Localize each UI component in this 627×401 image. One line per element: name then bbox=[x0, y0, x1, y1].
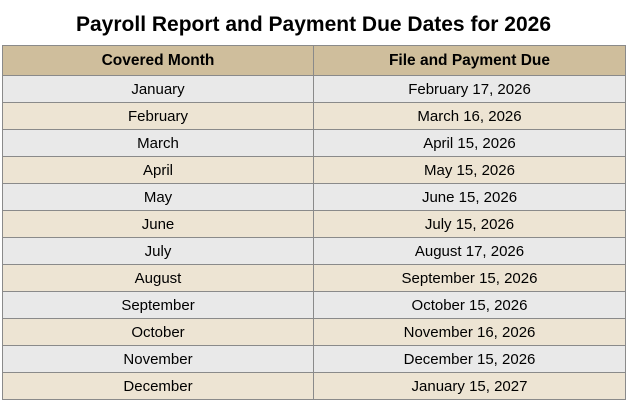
table-body bbox=[3, 76, 626, 400]
covered-month-cell: June bbox=[3, 211, 314, 238]
table-row bbox=[3, 238, 626, 265]
covered-month-cell: October bbox=[3, 319, 314, 346]
table-row bbox=[3, 292, 626, 319]
table-row bbox=[3, 373, 626, 400]
table-row bbox=[3, 76, 626, 103]
payment-due-cell: April 15, 2026 bbox=[314, 130, 626, 157]
table-row bbox=[3, 184, 626, 211]
page-title: Payroll Report and Payment Due Dates for 2026 bbox=[76, 13, 551, 36]
covered-month-cell: September bbox=[3, 292, 314, 319]
payment-due-cell: March 16, 2026 bbox=[314, 103, 626, 130]
payment-due-cell: May 15, 2026 bbox=[314, 157, 626, 184]
covered-month-cell: May bbox=[3, 184, 314, 211]
table-row bbox=[3, 130, 626, 157]
header-file-payment-due: File and Payment Due bbox=[314, 46, 626, 76]
payment-due-cell: November 16, 2026 bbox=[314, 319, 626, 346]
covered-month-cell: December bbox=[3, 373, 314, 400]
covered-month-cell: February bbox=[3, 103, 314, 130]
header-covered-month: Covered Month bbox=[3, 46, 314, 76]
table-row bbox=[3, 319, 626, 346]
payment-due-cell: October 15, 2026 bbox=[314, 292, 626, 319]
payment-due-cell: July 15, 2026 bbox=[314, 211, 626, 238]
covered-month-cell: January bbox=[3, 76, 314, 103]
covered-month-cell: November bbox=[3, 346, 314, 373]
payment-due-cell: June 15, 2026 bbox=[314, 184, 626, 211]
header-row bbox=[3, 46, 626, 76]
table-row bbox=[3, 265, 626, 292]
covered-month-cell: April bbox=[3, 157, 314, 184]
payment-due-cell: January 15, 2027 bbox=[314, 373, 626, 400]
payment-due-cell: February 17, 2026 bbox=[314, 76, 626, 103]
payment-due-cell: December 15, 2026 bbox=[314, 346, 626, 373]
table-row bbox=[3, 103, 626, 130]
table-row bbox=[3, 157, 626, 184]
due-dates-table bbox=[2, 45, 626, 400]
table-row bbox=[3, 211, 626, 238]
table-row bbox=[3, 346, 626, 373]
table-header bbox=[3, 46, 626, 76]
covered-month-cell: March bbox=[3, 130, 314, 157]
covered-month-cell: July bbox=[3, 238, 314, 265]
covered-month-cell: August bbox=[3, 265, 314, 292]
payment-due-cell: September 15, 2026 bbox=[314, 265, 626, 292]
payment-due-cell: August 17, 2026 bbox=[314, 238, 626, 265]
